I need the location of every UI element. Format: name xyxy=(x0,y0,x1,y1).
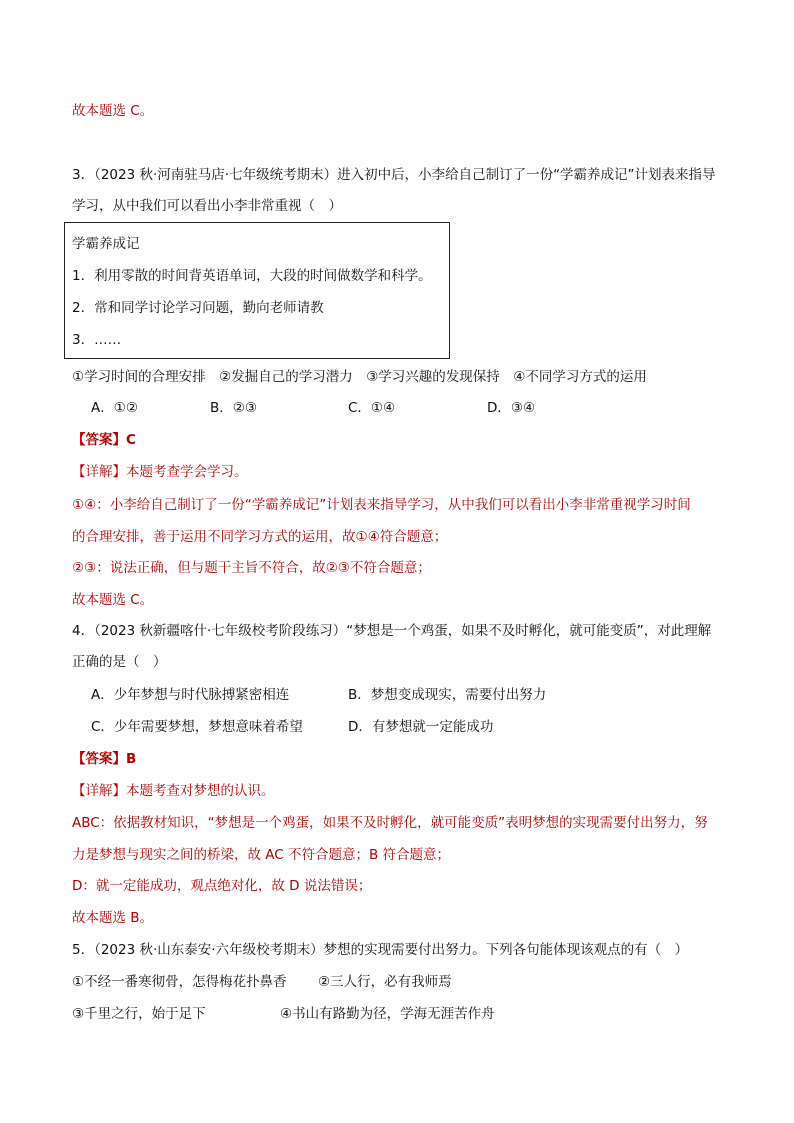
q3-box-item3: 3．…… xyxy=(72,332,122,348)
q3-box-item2: 2．常和同学讨论学习问题，勤向老师请教 xyxy=(72,300,324,316)
q3-explanation-1-line2: 的合理安排，善于运用不同学习方式的运用，故①④符合题意； xyxy=(72,529,448,545)
q5-statement-4: ④书山有路勤为径，学海无涯苦作舟 xyxy=(280,1006,495,1022)
q4-answer: 【答案】B xyxy=(72,751,137,767)
q4-option-b: B．梦想变成现实，需要付出努力 xyxy=(348,687,547,703)
q3-stem-line1: 3．（2023 秋·河南驻马店·七年级统考期末）进入初中后，小李给自己制订了一份“学霸养成记”计划表来指导 xyxy=(72,167,716,183)
q4-conclusion: 故本题选 B。 xyxy=(72,910,154,926)
q3-explanation-1-line1: ①④：小李给自己制订了一份“学霸养成记”计划表来指导学习，从中我们可以看出小李非常重视学习时间 xyxy=(72,497,691,513)
q3-conclusion: 故本题选 C。 xyxy=(72,592,154,608)
q5-statement-3: ③千里之行，始于足下 xyxy=(72,1006,206,1022)
q4-explanation-1-line2: 力是梦想与现实之间的桥梁，故 AC 不符合题意；B 符合题意； xyxy=(72,847,451,863)
q3-explanation-2: ②③：说法正确，但与题干主旨不符合，故②③不符合题意； xyxy=(72,560,431,576)
q4-stem-line1: 4．（2023 秋新疆喀什·七年级校考阶段练习）“梦想是一个鸡蛋，如果不及时孵化，就可能变质”，对此理解 xyxy=(72,623,712,639)
q5-statement-2: ②三人行，必有我师焉 xyxy=(318,974,452,990)
q3-answer: 【答案】C xyxy=(72,432,136,448)
q5-statement-1: ①不经一番寒彻骨，怎得梅花扑鼻香 xyxy=(72,974,287,990)
q3-detail xyxy=(72,463,248,481)
q3-plan-box xyxy=(64,222,450,359)
prev-question-conclusion: 故本题选 C。 xyxy=(72,103,154,119)
q3-statements: ①学习时间的合理安排 ②发掘自己的学习潜力 ③学习兴趣的发现保持 ④不同学习方式的运用 xyxy=(72,369,647,385)
q3-option-a: A．①② xyxy=(91,400,138,416)
q3-stem-line2: 学习，从中我们可以看出小李非常重视（ ） xyxy=(72,198,342,214)
q4-option-c: C．少年需要梦想，梦想意味着希望 xyxy=(91,719,303,735)
q3-option-d: D．③④ xyxy=(487,400,536,416)
q3-option-b: B．②③ xyxy=(210,400,257,416)
q3-box-item1: 1．利用零散的时间背英语单词，大段的时间做数学和科学。 xyxy=(72,268,432,284)
q5-stem: 5．（2023 秋·山东泰安·六年级校考期末）梦想的实现需要付出努力。下列各句能体现该观点的有（ ） xyxy=(72,942,689,958)
q3-option-c: C．①④ xyxy=(348,400,396,416)
q3-detail-text: 【详解】本题考查学会学习。 xyxy=(72,464,248,480)
q4-option-a: A．少年梦想与时代脉搏紧密相连 xyxy=(91,687,290,703)
q3-box-title: 学霸养成记 xyxy=(72,236,140,252)
q4-option-d: D．有梦想就一定能成功 xyxy=(348,719,494,735)
q4-stem-line2: 正确的是（ ） xyxy=(72,654,167,670)
q4-explanation-2: D：就一定能成功，观点绝对化，故 D 说法错误； xyxy=(72,878,372,894)
q4-explanation-1-line1: ABC：依据教材知识，“梦想是一个鸡蛋，如果不及时孵化，就可能变质”表明梦想的实现需要付出努力，努 xyxy=(72,815,708,831)
q4-detail: 【详解】本题考查对梦想的认识。 xyxy=(72,783,275,799)
